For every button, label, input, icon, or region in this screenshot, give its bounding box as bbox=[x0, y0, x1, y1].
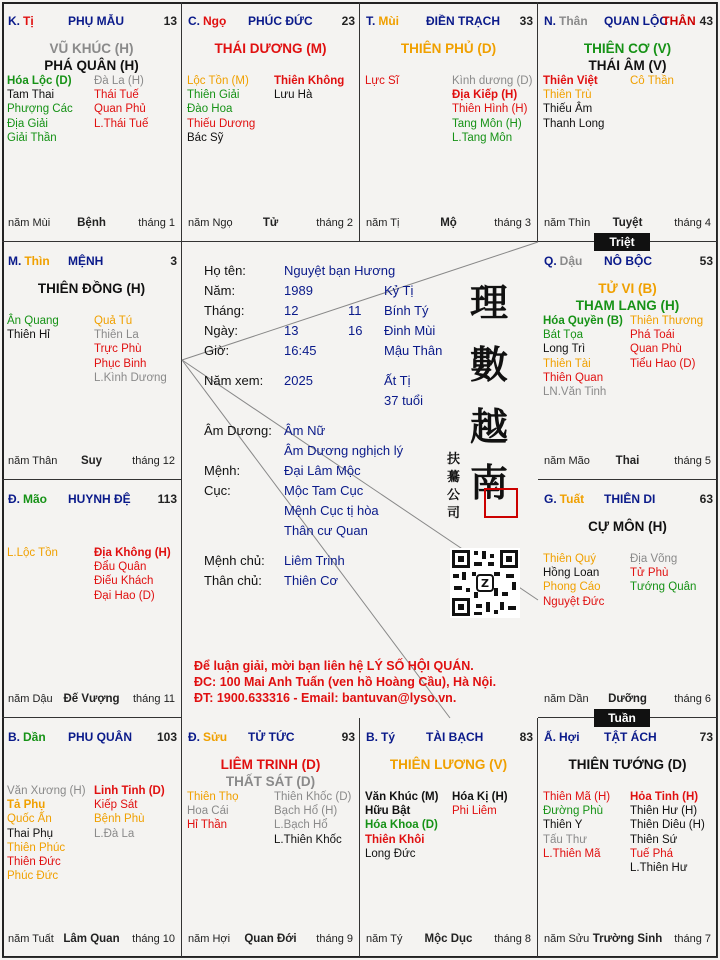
minor-star: Thiên Mã (H) bbox=[543, 791, 611, 803]
life-stage: Suy bbox=[80, 455, 103, 467]
palace-name: PHÚC ĐỨC bbox=[248, 14, 313, 28]
minor-star: Địa Không (H) bbox=[94, 547, 171, 559]
palace-age-value: 93 bbox=[341, 730, 355, 744]
life-stage: Bệnh bbox=[77, 217, 106, 229]
palace-name: PHU QUÂN bbox=[68, 730, 133, 744]
minor-star: Thiên Đức bbox=[7, 856, 61, 869]
major-star: THIÊN PHỦ (D) bbox=[400, 41, 497, 56]
amduong-note: Âm Dương nghịch lý bbox=[284, 443, 404, 458]
footer-month: tháng 4 bbox=[674, 217, 711, 229]
palace-branch-stem: Dậu bbox=[559, 254, 583, 268]
palace-branch-stem: Tý bbox=[381, 730, 396, 744]
footer-month: tháng 11 bbox=[132, 693, 175, 705]
footer-month: tháng 1 bbox=[138, 217, 175, 229]
than-marker: THÂN bbox=[662, 14, 696, 28]
major-star: VŨ KHÚC (H) bbox=[49, 41, 134, 56]
than-chu-label: Thân chủ: bbox=[204, 573, 262, 588]
minor-star: Lộc Tồn (M) bbox=[187, 75, 249, 87]
view-year-value: 2025 bbox=[284, 373, 313, 388]
amduong-label: Âm Dương: bbox=[204, 423, 272, 438]
svg-text:Z: Z bbox=[481, 577, 489, 590]
minor-star: Thiên Hư (H) bbox=[630, 805, 698, 818]
cuc-value: Mộc Tam Cục bbox=[284, 483, 364, 498]
year-canchi: Kỷ Tị bbox=[384, 283, 414, 298]
name-label: Họ tên: bbox=[204, 263, 246, 278]
footer-month: tháng 12 bbox=[132, 455, 175, 467]
footer-year: năm Tý bbox=[366, 933, 403, 945]
minor-star: Điếu Khách bbox=[94, 575, 154, 588]
palace-branch-label: C. bbox=[188, 14, 200, 28]
life-stage: Mộc Dục bbox=[424, 933, 473, 945]
minor-star: Thiên Sứ bbox=[630, 833, 678, 846]
minor-star: Đẩu Quân bbox=[94, 561, 147, 574]
minor-star: Thiên Diêu (H) bbox=[630, 819, 705, 832]
day-lunar: 16 bbox=[348, 323, 363, 338]
palace-age-value: 33 bbox=[519, 14, 533, 28]
minor-star: Tuế Phá bbox=[630, 847, 674, 860]
palace-branch-stem: Sửu bbox=[203, 730, 228, 744]
life-stage: Tử bbox=[262, 217, 279, 229]
brand-small-3: 公 bbox=[447, 488, 461, 503]
palace-branch-stem: Thìn bbox=[24, 254, 50, 268]
palace-name: QUAN LỘC bbox=[604, 14, 668, 28]
minor-star: Tam Thai bbox=[7, 89, 55, 102]
view-year-canchi: Ất Tị bbox=[384, 373, 411, 388]
major-star: THIÊN LƯƠNG (V) bbox=[389, 757, 508, 772]
palace-branch-label: G. bbox=[544, 492, 557, 506]
palace-name: ĐIỀN TRẠCH bbox=[426, 14, 500, 28]
minor-star: Văn Xương (H) bbox=[7, 785, 86, 797]
footer-year: năm Tị bbox=[366, 217, 400, 229]
minor-star: Hoa Cái bbox=[187, 805, 229, 818]
brand-small-2: 驀 bbox=[447, 470, 461, 485]
year-label: Năm: bbox=[204, 283, 236, 298]
minor-star: Kình dương (D) bbox=[452, 75, 533, 87]
hour-label: Giờ: bbox=[204, 343, 230, 358]
minor-star: Ân Quang bbox=[7, 315, 59, 327]
minor-star: Đà La (H) bbox=[94, 75, 144, 87]
major-star: THIÊN ĐỒNG (H) bbox=[37, 281, 146, 296]
life-stage: Thai bbox=[615, 455, 640, 467]
footer-year: năm Mùi bbox=[8, 217, 51, 229]
minor-star: Phúc Đức bbox=[7, 870, 59, 883]
life-stage: Mộ bbox=[440, 217, 457, 229]
brand-char-1: 理 bbox=[470, 280, 509, 325]
menh-chu-value: Liêm Trinh bbox=[284, 553, 345, 568]
major-star: THÁI DƯƠNG (M) bbox=[214, 41, 327, 56]
footer-month: tháng 5 bbox=[674, 455, 711, 467]
footer-month: tháng 8 bbox=[494, 933, 531, 945]
life-stage: Tuyệt bbox=[612, 217, 643, 229]
menh-label: Mệnh: bbox=[204, 463, 241, 478]
palace-branch-stem: Thân bbox=[559, 14, 588, 28]
hour-canchi: Mậu Thân bbox=[384, 343, 443, 358]
footer-year: năm Thân bbox=[8, 455, 58, 467]
minor-star: Thiên Việt bbox=[543, 75, 598, 87]
minor-star: Thiên Trù bbox=[543, 89, 592, 102]
minor-star: L.Đà La bbox=[94, 827, 135, 840]
life-stage: Đế Vượng bbox=[63, 693, 120, 705]
palace-name: TẬT ÁCH bbox=[604, 730, 657, 744]
major-star: LIÊM TRINH (D) bbox=[220, 757, 321, 772]
minor-star: L.Lộc Tồn bbox=[7, 547, 58, 559]
minor-star: Tấu Thư bbox=[543, 833, 587, 846]
day-label: Ngày: bbox=[204, 323, 238, 338]
minor-star: Địa Kiếp (H) bbox=[452, 89, 518, 102]
minor-star: Thiên Khôi bbox=[365, 833, 425, 846]
minor-star: Thiên Thương bbox=[630, 315, 704, 327]
life-stage: Lâm Quan bbox=[63, 933, 120, 945]
palace-branch-stem: Tị bbox=[23, 14, 34, 28]
minor-star: Bát Tọa bbox=[543, 329, 584, 342]
footer-year: năm Tuất bbox=[8, 933, 54, 945]
minor-star: Phong Cáo bbox=[543, 581, 601, 594]
day-value: 13 bbox=[284, 323, 299, 338]
footer-year: năm Ngọ bbox=[188, 217, 233, 229]
view-year-label: Năm xem: bbox=[204, 373, 264, 388]
month-label: Tháng: bbox=[204, 303, 245, 318]
palace-age-value: 113 bbox=[157, 492, 177, 506]
palace-name: THIÊN DI bbox=[604, 492, 656, 506]
palace-age-value: 13 bbox=[163, 14, 177, 28]
minor-star: Bạch Hổ (H) bbox=[274, 805, 338, 818]
major-star: PHÁ QUÂN (H) bbox=[44, 58, 139, 73]
name-value: Nguyệt bạn Hương bbox=[284, 263, 396, 278]
life-stage: Trường Sinh bbox=[592, 933, 663, 945]
minor-star: Hóa Lộc (D) bbox=[7, 75, 72, 87]
minor-star: Thiên La bbox=[94, 329, 139, 342]
contact-address: ĐC: 100 Mai Anh Tuấn (ven hồ Hoàng Cầu), Hà Nội. bbox=[194, 675, 497, 689]
minor-star: Hữu Bật bbox=[365, 805, 411, 818]
minor-star: Phượng Các bbox=[7, 103, 73, 116]
minor-star: Thiên Y bbox=[543, 819, 583, 832]
footer-month: tháng 7 bbox=[674, 933, 711, 945]
palace-age-value: 23 bbox=[341, 14, 355, 28]
minor-star: Đường Phù bbox=[543, 805, 603, 818]
minor-star: L.Thiên Khốc bbox=[274, 833, 342, 846]
palace-name: PHỤ MẪU bbox=[68, 14, 124, 28]
major-star: THÁI ÂM (V) bbox=[588, 58, 667, 73]
minor-star: Hồng Loan bbox=[543, 567, 600, 580]
palace-age-value: 83 bbox=[519, 730, 533, 744]
month-canchi: Bính Tý bbox=[384, 303, 429, 318]
brand-small-4: 司 bbox=[447, 506, 461, 521]
minor-star: Thiên Phúc bbox=[7, 841, 66, 854]
palace-branch-stem: Tuất bbox=[559, 492, 585, 506]
palace-branch-label: T. bbox=[366, 14, 376, 28]
age-value: 37 tuổi bbox=[384, 393, 424, 408]
minor-star: Trực Phù bbox=[94, 343, 142, 356]
minor-star: L.Thiên Mã bbox=[543, 847, 601, 860]
hour-value: 16:45 bbox=[284, 343, 317, 358]
brand-char-3: 越 bbox=[470, 404, 509, 449]
red-seal-icon bbox=[484, 488, 518, 518]
minor-star: Tả Phụ bbox=[7, 799, 46, 812]
minor-star: Thiên Không bbox=[274, 75, 345, 87]
major-star: THIÊN CƠ (V) bbox=[583, 41, 672, 56]
footer-year: năm Thìn bbox=[544, 217, 591, 229]
major-star: THIÊN TƯỚNG (D) bbox=[568, 757, 687, 772]
minor-star: L.Thiên Hư bbox=[630, 862, 688, 875]
minor-star: Địa Giải bbox=[7, 117, 48, 130]
minor-star: Long Trì bbox=[543, 343, 586, 356]
minor-star: Đào Hoa bbox=[187, 103, 233, 116]
footer-year: năm Hợi bbox=[188, 933, 231, 945]
amduong-value: Âm Nữ bbox=[284, 423, 326, 438]
minor-star: Lưu Hà bbox=[274, 89, 313, 102]
minor-star: Quan Phù bbox=[630, 343, 682, 356]
minor-star: Hóa Kị (H) bbox=[452, 791, 508, 803]
footer-year: năm Dần bbox=[544, 693, 589, 705]
minor-star: Phi Liêm bbox=[452, 805, 497, 818]
minor-star: Tử Phù bbox=[630, 567, 669, 580]
year-value: 1989 bbox=[284, 283, 313, 298]
major-star: THAM LANG (H) bbox=[575, 298, 680, 313]
palace-branch-stem: Mão bbox=[23, 492, 47, 506]
minor-star: Hóa Quyền (B) bbox=[543, 315, 623, 327]
menh-chu-label: Mệnh chủ: bbox=[204, 553, 265, 568]
triet-tag: Triệt bbox=[594, 233, 650, 251]
minor-star: Quốc Ấn bbox=[7, 813, 52, 826]
minor-star: Thiên Quý bbox=[543, 553, 597, 565]
palace-branch-stem: Ngọ bbox=[203, 14, 227, 28]
minor-star: Phá Toái bbox=[630, 329, 675, 342]
contact-phone-email: ĐT: 1900.633316 - Email: bantuvan@lyso.vn. bbox=[194, 691, 457, 705]
footer-month: tháng 10 bbox=[132, 933, 175, 945]
menh-value: Đại Lâm Mộc bbox=[284, 463, 361, 478]
minor-star: Thiên Quan bbox=[543, 371, 604, 384]
contact-line-1: Để luận giải, mời bạn liên hệ LÝ SỐ HỘI QUÁN. bbox=[194, 659, 474, 673]
palace-branch-label: B. bbox=[366, 730, 378, 744]
minor-star: Thiên Khốc (D) bbox=[274, 791, 352, 803]
than-chu-value: Thiên Cơ bbox=[284, 573, 339, 588]
minor-star: Hỏa Tinh (H) bbox=[630, 791, 699, 803]
palace-age-value: 53 bbox=[699, 254, 713, 268]
palace-branch-label: Ấ. bbox=[544, 730, 556, 744]
palace-branch-stem: Mùi bbox=[378, 14, 400, 28]
brand-char-4: 南 bbox=[470, 460, 509, 505]
minor-star: Thiếu Dương bbox=[187, 117, 256, 130]
life-stage: Dưỡng bbox=[608, 693, 647, 705]
palace-name: NÔ BỘC bbox=[604, 254, 652, 268]
major-star: TỬ VI (B) bbox=[598, 281, 657, 296]
tuan-tag: Tuần bbox=[594, 709, 650, 727]
minor-star: Thái Tuế bbox=[94, 89, 139, 102]
footer-year: năm Sửu bbox=[544, 933, 590, 945]
minor-star: Giải Thần bbox=[7, 131, 57, 144]
footer-month: tháng 6 bbox=[674, 693, 711, 705]
palace-age-value: 3 bbox=[170, 254, 177, 268]
palace-age-value: 73 bbox=[699, 730, 713, 744]
minor-star: Thiên Tài bbox=[543, 357, 591, 370]
palace-name: MỆNH bbox=[68, 254, 104, 268]
cuc-note-2: Thân cư Quan bbox=[284, 523, 368, 538]
minor-star: Thiên Hình (H) bbox=[452, 103, 528, 116]
minor-star: L.Bạch Hổ bbox=[274, 819, 328, 832]
minor-star: Thiên Giải bbox=[187, 89, 240, 102]
minor-star: Quan Phủ bbox=[94, 103, 146, 116]
month-lunar: 11 bbox=[348, 303, 362, 318]
cuc-label: Cục: bbox=[204, 483, 231, 498]
minor-star: Phục Binh bbox=[94, 357, 147, 370]
footer-month: tháng 9 bbox=[316, 933, 353, 945]
minor-star: Long Đức bbox=[365, 847, 416, 860]
minor-star: Tiểu Hao (D) bbox=[630, 357, 696, 370]
minor-star: Cô Thần bbox=[630, 75, 674, 87]
minor-star: Nguyệt Đức bbox=[543, 595, 605, 608]
footer-year: năm Dậu bbox=[8, 693, 53, 705]
footer-month: tháng 2 bbox=[316, 217, 353, 229]
minor-star: Thiếu Âm bbox=[543, 103, 593, 116]
brand-small-1: 扶 bbox=[447, 452, 461, 467]
month-value: 12 bbox=[284, 303, 299, 318]
minor-star: Thai Phụ bbox=[7, 827, 54, 840]
minor-star: Bác Sỹ bbox=[187, 131, 224, 144]
minor-star: Thiên Hỉ bbox=[7, 329, 50, 342]
palace-branch-label: Q. bbox=[544, 254, 557, 268]
minor-star: Kiếp Sát bbox=[94, 799, 138, 812]
qr-code-icon bbox=[450, 548, 520, 618]
minor-star: Hóa Khoa (D) bbox=[365, 819, 438, 832]
palace-name: HUYNH ĐỆ bbox=[68, 492, 131, 506]
palace-age-value: 103 bbox=[156, 730, 177, 744]
palace-branch-label: M. bbox=[8, 254, 22, 268]
minor-star: Linh Tinh (D) bbox=[94, 785, 165, 797]
minor-star: LN.Văn Tinh bbox=[543, 386, 607, 399]
minor-star: Địa Võng bbox=[630, 553, 678, 565]
minor-star: Văn Khúc (M) bbox=[365, 791, 439, 803]
minor-star: Hỉ Thần bbox=[187, 819, 228, 832]
minor-star: L.Kình Dương bbox=[94, 371, 167, 384]
palace-age-value: 63 bbox=[699, 492, 713, 506]
major-star: THẤT SÁT (D) bbox=[225, 774, 316, 789]
major-star: CỰ MÔN (H) bbox=[588, 519, 667, 534]
palace-branch-label: B. bbox=[8, 730, 20, 744]
brand-char-2: 數 bbox=[470, 342, 509, 387]
minor-star: Tướng Quân bbox=[630, 581, 697, 594]
palace-branch-stem: Hợi bbox=[559, 730, 580, 744]
palace-branch-label: N. bbox=[544, 14, 556, 28]
minor-star: L.Tang Môn bbox=[452, 131, 513, 144]
minor-star: Tang Môn (H) bbox=[452, 117, 522, 130]
palace-branch-label: K. bbox=[8, 14, 20, 28]
palace-name: TÀI BẠCH bbox=[426, 730, 484, 744]
footer-month: tháng 3 bbox=[494, 217, 531, 229]
minor-star: Đại Hao (D) bbox=[94, 589, 155, 602]
palace-age-value: 43 bbox=[699, 14, 713, 28]
palace-name: TỬ TỨC bbox=[248, 730, 295, 744]
day-canchi: Đinh Mùi bbox=[384, 323, 436, 338]
palace-branch-stem: Dần bbox=[23, 730, 46, 744]
cuc-note-1: Mệnh Cục tị hòa bbox=[284, 503, 379, 518]
minor-star: L.Thái Tuế bbox=[94, 117, 149, 130]
minor-star: Thanh Long bbox=[543, 117, 605, 130]
palace-branch-label: Đ. bbox=[188, 730, 200, 744]
palace-branch-label: Đ. bbox=[8, 492, 20, 506]
minor-star: Bệnh Phù bbox=[94, 813, 145, 826]
minor-star: Quả Tú bbox=[94, 315, 133, 327]
minor-star: Lực Sĩ bbox=[365, 75, 399, 87]
minor-star: Thiên Thọ bbox=[187, 791, 239, 803]
footer-year: năm Mão bbox=[544, 455, 590, 467]
life-stage: Quan Đới bbox=[244, 933, 297, 945]
